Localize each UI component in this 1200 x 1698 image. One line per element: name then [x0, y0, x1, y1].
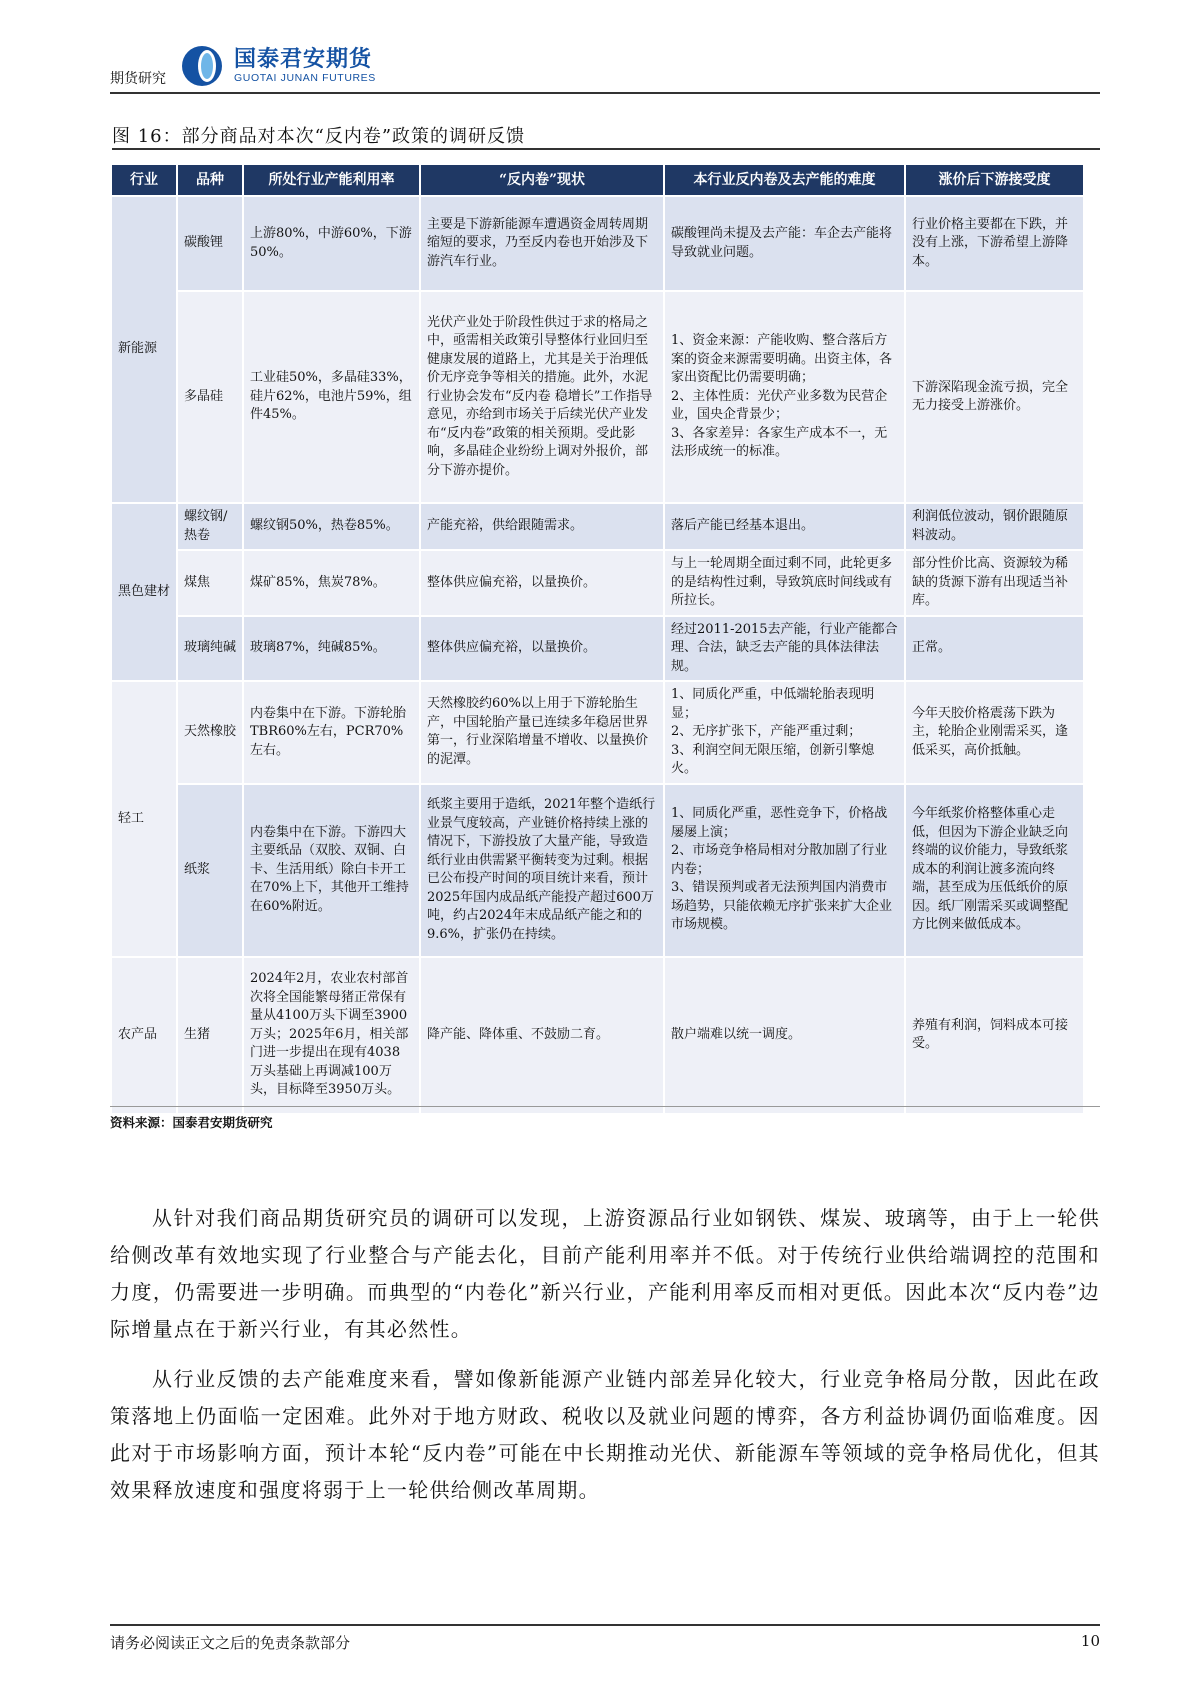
- status-cell: 光伏产业处于阶段性供过于求的格局之中，亟需相关政策引导整体行业回归至健康发展的道路上，尤其是关于治理低价无序竞争等相关的措施。此外，水泥行业协会发布“反内卷 稳增长”工作指导意见，亦给到市场关于后续光伏产业发布“反内卷”政策的相关预期。受此影响，多晶硅企业纷纷上调对外报价，部分下游亦提价。: [420, 291, 664, 503]
- logo-name-cn: 国泰君安期货: [234, 47, 373, 72]
- table-row: [111, 957, 1084, 1114]
- status-cell: 纸浆主要用于造纸，2021年整个造纸行业景气度较高，产业链价格持续上涨的情况下，下游投放了大量产能，导致造纸行业由供需紧平衡转变为过剩。根据已公布投产时间的项目统计来看，预计2025年国内成品纸产能投产超过600万吨，约占2024年末成品纸产能之和的9.6%，扩张仍在持续。: [420, 784, 664, 957]
- industry-cell: 新能源: [111, 196, 177, 503]
- status-cell: 天然橡胶约60%以上用于下游轮胎生产，中国轮胎产量已连续多年稳居世界第一，行业深陷增量不增收、以量换价的泥潭。: [420, 681, 664, 784]
- column-header: 品种: [177, 164, 243, 196]
- section-label: 期货研究: [110, 71, 166, 87]
- figure-title: 图 16：部分商品对本次“反内卷”政策的调研反馈: [112, 122, 1100, 150]
- product-cell: 螺纹钢/热卷: [177, 503, 243, 550]
- utilization-cell: 玻璃87%，纯碱85%。: [243, 616, 420, 682]
- body-paragraph: 从针对我们商品期货研究员的调研可以发现，上游资源品行业如钢铁、煤炭、玻璃等，由于上一轮供给侧改革有效地实现了行业整合与产能去化，目前产能利用率并不低。对于传统行业供给端调控的范围和力度，仍需要进一步明确。而典型的“内卷化”新兴行业，产能利用率反而相对更低。因此本次“反内卷”边际增量点在于新兴行业，有其必然性。: [110, 1206, 1100, 1341]
- body-paragraph: 从行业反馈的去产能难度来看，譬如像新能源产业链内部差异化较大，行业竞争格局分散，因此在政策落地上仍面临一定困难。此外对于地方财政、税收以及就业问题的博弈，各方利益协调仍面临难度。因此对于市场影响方面，预计本轮“反内卷”可能在中长期推动光伏、新能源车等领域的竞争格局优化，但其效果释放速度和强度将弱于上一轮供给侧改革周期。: [110, 1367, 1100, 1502]
- acceptance-cell: 行业价格主要都在下跌，并没有上涨，下游希望上游降本。: [905, 196, 1084, 291]
- difficulty-cell: 散户端难以统一调度。: [664, 957, 905, 1114]
- product-cell: 玻璃纯碱: [177, 616, 243, 682]
- status-cell: 降产能、降体重、不鼓励二育。: [420, 957, 664, 1114]
- feedback-table: [110, 163, 1085, 1115]
- product-cell: 碳酸锂: [177, 196, 243, 291]
- difficulty-cell: 1、同质化严重，恶性竞争下，价格战屡屡上演； 2、市场竞争格局相对分散加剧了行业内卷； 3、错误预判或者无法预判国内消费市场趋势，只能依赖无序扩张来扩大企业市场规模。: [664, 784, 905, 957]
- utilization-cell: 内卷集中在下游。下游轮胎TBR60%左右，PCR70%左右。: [243, 681, 420, 784]
- difficulty-cell: 落后产能已经基本退出。: [664, 503, 905, 550]
- difficulty-cell: 经过2011-2015去产能，行业产能都合理、合法，缺乏去产能的具体法律法规。: [664, 616, 905, 682]
- page-header: [110, 44, 1100, 94]
- table-header-row: [111, 164, 1084, 196]
- status-cell: 整体供应偏充裕，以量换价。: [420, 616, 664, 682]
- column-header: 所处行业产能利用率: [243, 164, 420, 196]
- acceptance-cell: 正常。: [905, 616, 1084, 682]
- utilization-cell: 煤矿85%，焦炭78%。: [243, 550, 420, 616]
- status-cell: 主要是下游新能源车遭遇资金周转周期缩短的要求，乃至反内卷也开始涉及下游汽车行业。: [420, 196, 664, 291]
- table-row: [111, 616, 1084, 682]
- table-row: [111, 784, 1084, 957]
- column-header: 本行业反内卷及去产能的难度: [664, 164, 905, 196]
- column-header: 涨价后下游接受度: [905, 164, 1084, 196]
- column-header: “反内卷”现状: [420, 164, 664, 196]
- table-row: [111, 550, 1084, 616]
- logo-name-en: GUOTAI JUNAN FUTURES: [234, 72, 376, 84]
- product-cell: 天然橡胶: [177, 681, 243, 784]
- difficulty-cell: 1、资金来源：产能收购、整合落后方案的资金来源需要明确。出资主体，各家出资配比仍需要明确； 2、主体性质：光伏产业多数为民营企业，国央企背景少； 3、各家差异：各家生产成本不一，无法形成统一的标准。: [664, 291, 905, 503]
- product-cell: 纸浆: [177, 784, 243, 957]
- industry-cell: 农产品: [111, 957, 177, 1114]
- status-cell: 整体供应偏充裕，以量换价。: [420, 550, 664, 616]
- acceptance-cell: 利润低位波动，钢价跟随原料波动。: [905, 503, 1084, 550]
- status-cell: 产能充裕，供给跟随需求。: [420, 503, 664, 550]
- utilization-cell: 工业硅50%，多晶硅33%，硅片62%，电池片59%，组件45%。: [243, 291, 420, 503]
- source-note: 资料来源：国泰君安期货研究: [110, 1106, 1100, 1131]
- table-row: [111, 681, 1084, 784]
- table-row: [111, 503, 1084, 550]
- utilization-cell: 螺纹钢50%，热卷85%。: [243, 503, 420, 550]
- company-logo: [182, 46, 376, 86]
- acceptance-cell: 下游深陷现金流亏损，完全无力接受上游涨价。: [905, 291, 1084, 503]
- acceptance-cell: 养殖有利润，饲料成本可接受。: [905, 957, 1084, 1114]
- difficulty-cell: 1、同质化严重，中低端轮胎表现明显； 2、无序扩张下，产能严重过剩； 3、利润空间无限压缩，创新引擎熄火。: [664, 681, 905, 784]
- column-header: 行业: [111, 164, 177, 196]
- disclaimer-text: 请务必阅读正文之后的免责条款部分: [110, 1634, 351, 1652]
- page-footer: [110, 1624, 1100, 1653]
- page-number: 10: [1080, 1632, 1100, 1650]
- utilization-cell: 上游80%，中游60%，下游50%。: [243, 196, 420, 291]
- difficulty-cell: 碳酸锂尚未提及去产能：车企去产能将导致就业问题。: [664, 196, 905, 291]
- acceptance-cell: 今年天胶价格震荡下跌为主，轮胎企业刚需采买，逢低采买，高价抵触。: [905, 681, 1084, 784]
- product-cell: 多晶硅: [177, 291, 243, 503]
- industry-cell: 轻工: [111, 681, 177, 957]
- utilization-cell: 2024年2月，农业农村部首次将全国能繁母猪正常保有量从4100万头下调至3900万头；2025年6月，相关部门进一步提出在现有4038万头基础上再调减100万头，目标降至3950万头。: [243, 957, 420, 1114]
- table-row: [111, 196, 1084, 291]
- difficulty-cell: 与上一轮周期全面过剩不同，此轮更多的是结构性过剩，导致筑底时间线或有所拉长。: [664, 550, 905, 616]
- product-cell: 生猪: [177, 957, 243, 1114]
- acceptance-cell: 部分性价比高、资源较为稀缺的货源下游有出现适当补库。: [905, 550, 1084, 616]
- acceptance-cell: 今年纸浆价格整体重心走低，但因为下游企业缺乏向终端的议价能力，导致纸浆成本的利润让渡多流向终端，甚至成为压低纸价的原因。纸厂刚需采买或调整配方比例来做低成本。: [905, 784, 1084, 957]
- industry-cell: 黑色建材: [111, 503, 177, 681]
- utilization-cell: 内卷集中在下游。下游四大主要纸品（双胶、双铜、白卡、生活用纸）除白卡开工在70%上下，其他开工维持在60%附近。: [243, 784, 420, 957]
- table-row: [111, 291, 1084, 503]
- product-cell: 煤焦: [177, 550, 243, 616]
- logo-icon: [182, 46, 226, 86]
